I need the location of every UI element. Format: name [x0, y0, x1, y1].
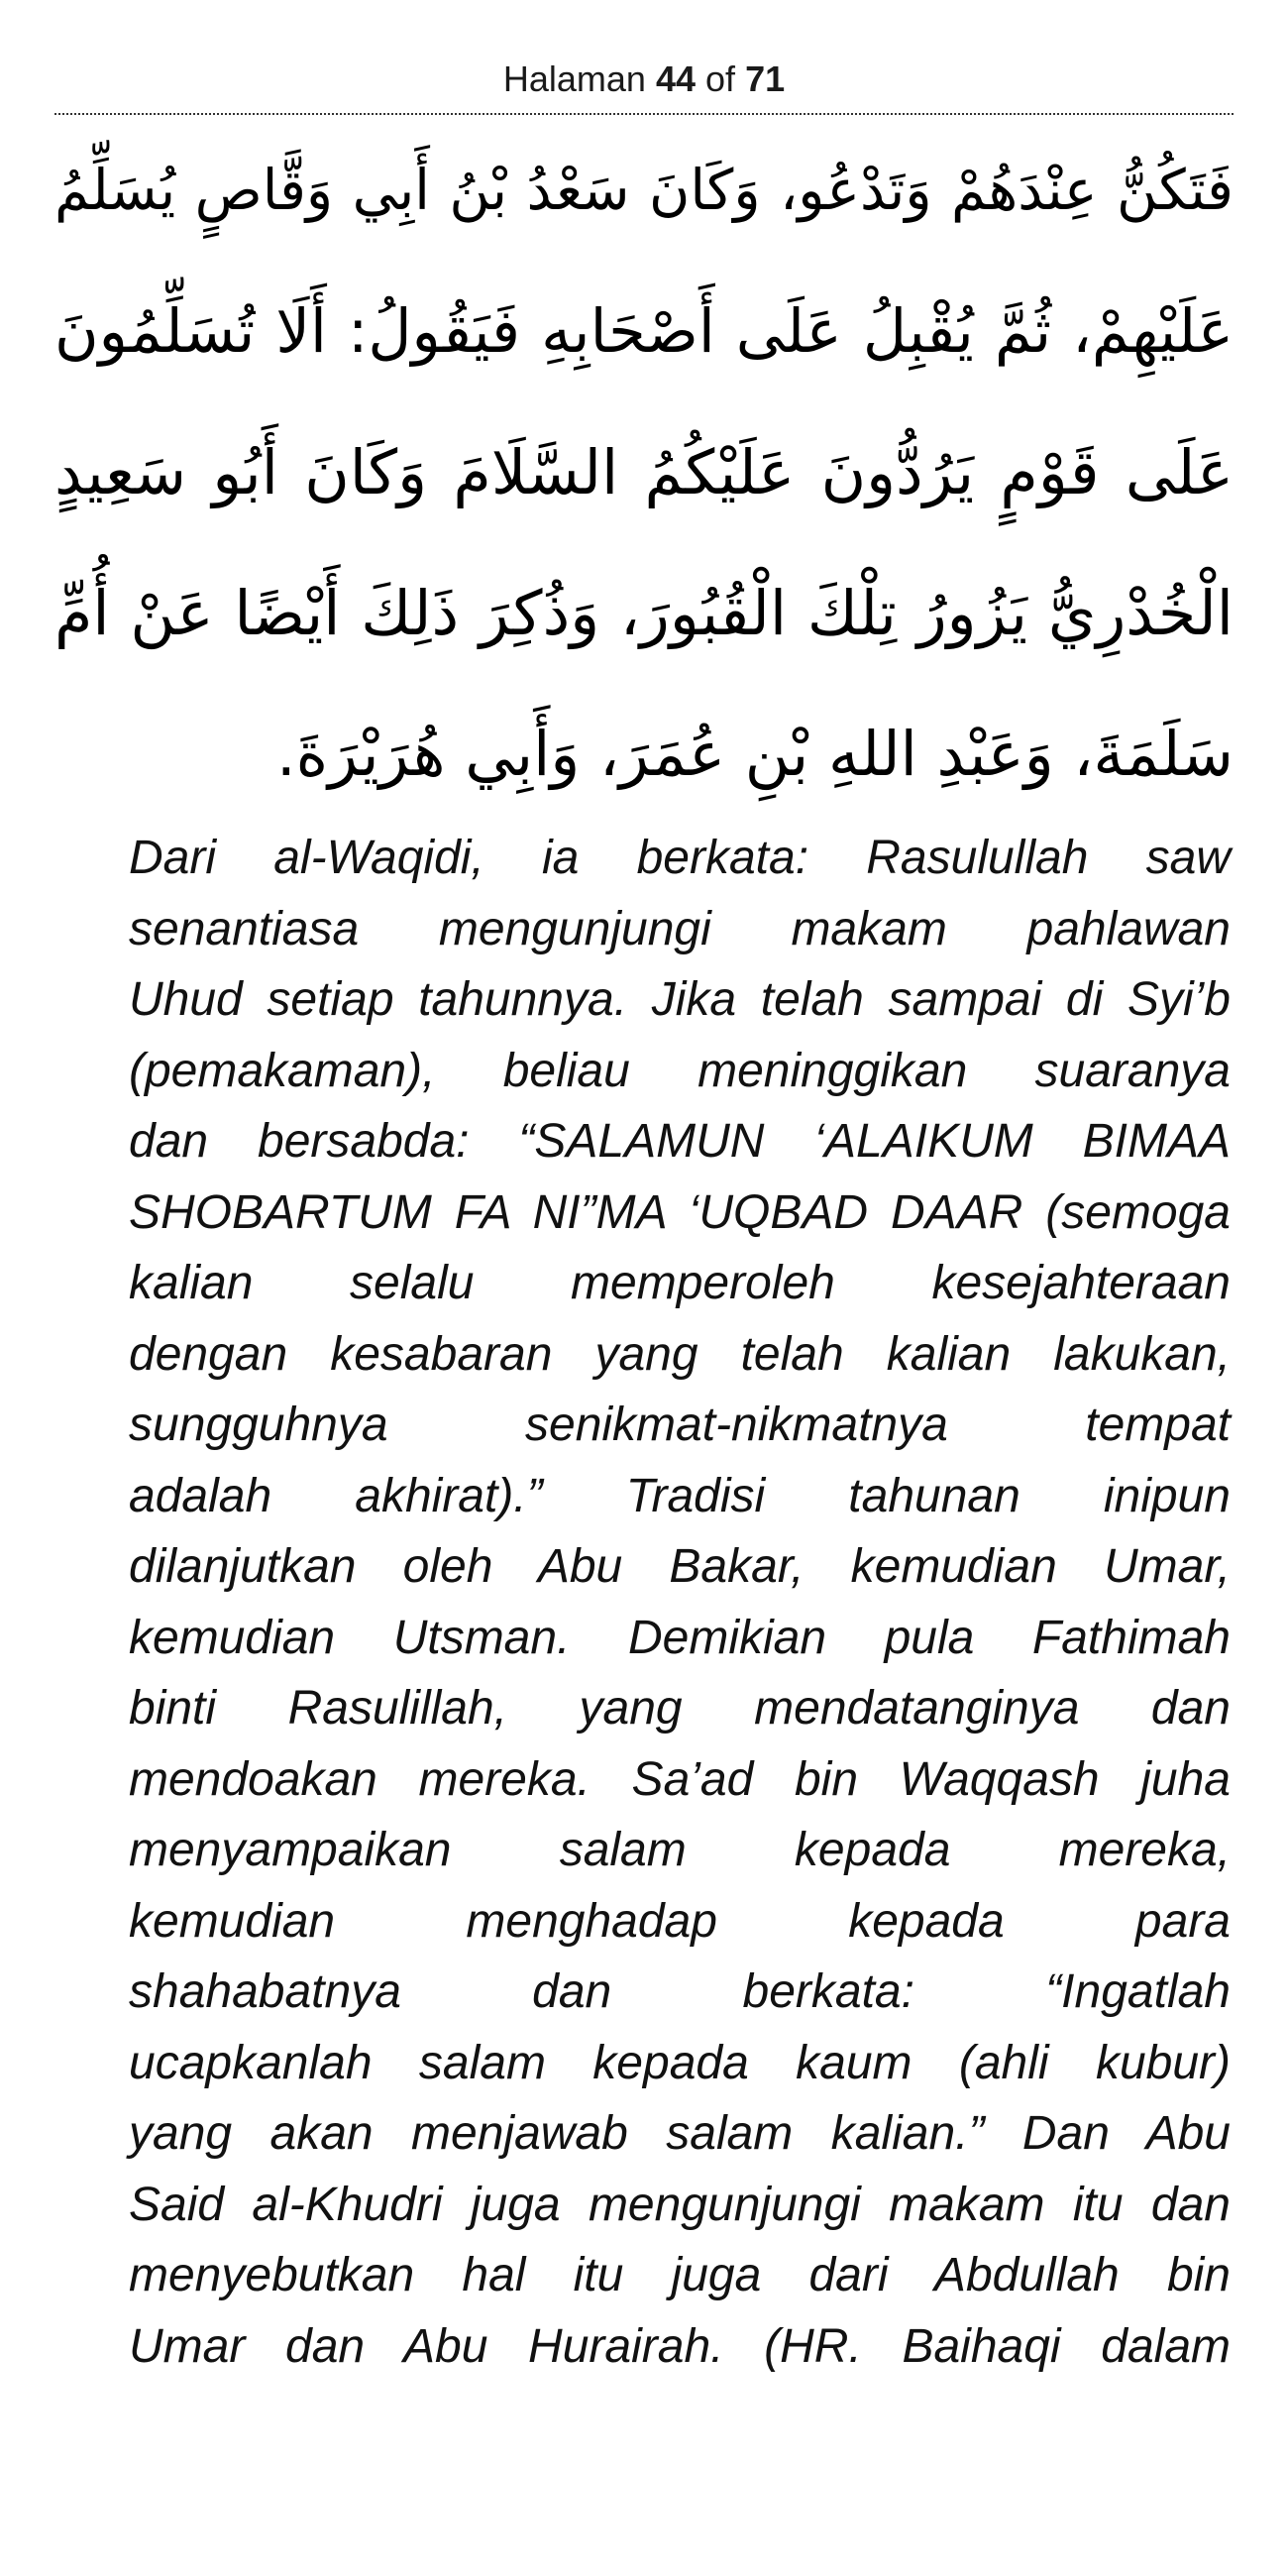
translation-line: Umar dan Abu Hurairah. (HR. Baihaqi dalam: [129, 2319, 1231, 2373]
translation-line: yang akan menjawab salam kalian.” Dan Abu: [129, 2107, 1231, 2160]
translation-line: SHOBARTUM FA NI”MA ‘UQBAD DAAR (semoga: [129, 1185, 1231, 1239]
current-page-number: 44: [655, 58, 697, 99]
translation-line: (pemakaman), beliau meninggikan suaranya: [129, 1044, 1231, 1097]
translation-line: shahabatnya dan berkata: “Ingatlah: [129, 1965, 1231, 2018]
page-label: Halaman: [502, 58, 646, 99]
translation-line: menyebutkan hal itu juga dari Abdullah bin: [129, 2249, 1231, 2301]
translation-line: dengan kesabaran yang telah kalian lakukan,: [129, 1327, 1231, 1381]
translation-line: mendoakan mereka. Sa’ad bin Waqqash juha: [129, 1752, 1231, 1806]
translation-line: adalah akhirat).” Tradisi tahunan inipun: [129, 1469, 1231, 1522]
translation-line: dan bersabda: “SALAMUN ‘ALAIKUM BIMAA: [129, 1115, 1231, 1168]
arabic-line: عَلَى قَوْمٍ يَرُدُّونَ عَلَيْكُمُ السَّلَامَ وَكَانَ أَبُو سَعِيدٍ: [54, 436, 1234, 508]
translation-line: kemudian menghadap kepada para: [129, 1894, 1231, 1948]
translation-line: Dari al-Waqidi, ia berkata: Rasulullah saw: [129, 832, 1231, 884]
translation-line: menyampaikan salam kepada mereka,: [129, 1824, 1231, 1876]
translation-line: sungguhnya senikmat-nikmatnya tempat: [129, 1399, 1231, 1451]
translation-line: kalian selalu memperoleh kesejahteraan: [129, 1257, 1231, 1309]
total-pages-number: 71: [745, 58, 786, 99]
translation-line: kemudian Utsman. Demikian pula Fathimah: [129, 1611, 1231, 1664]
page-of-label: of: [705, 58, 736, 99]
header-divider: [54, 113, 1234, 115]
arabic-line: سَلَمَةَ، وَعَبْدِ اللهِ بْنِ عُمَرَ، وَأَبِي هُرَيْرَةَ.: [275, 718, 1234, 790]
translation-line: Uhud setiap tahunnya. Jika telah sampai di Syi’b: [129, 973, 1231, 1026]
arabic-line: عَلَيْهِمْ، ثُمَّ يُقْبِلُ عَلَى أَصْحَابِهِ فَيَقُولُ: أَلَا تُسَلِّمُونَ: [54, 297, 1234, 367]
translation-line: Said al-Khudri juga mengunjungi makam itu dan: [129, 2178, 1231, 2231]
translation-line: senantiasa mengunjungi makam pahlawan: [129, 902, 1231, 955]
translation-line: dilanjutkan oleh Abu Bakar, kemudian Umar,: [129, 1540, 1231, 1593]
arabic-text-block: [54, 121, 1234, 825]
translation-line: ucapkanlah salam kepada kaum (ahli kubur): [129, 2036, 1231, 2089]
arabic-line: فَتَكُنُّ عِنْدَهُمْ وَتَدْعُو، وَكَانَ سَعْدُ بْنُ أَبِي وَقَّاصٍ يُسَلِّمُ: [54, 159, 1234, 223]
translation-paragraph: [129, 823, 1231, 2382]
arabic-line: الْخُدْرِيُّ يَزُورُ تِلْكَ الْقُبُورَ، وَذُكِرَ ذَلِكَ أَيْضًا عَنْ أُمِّ: [54, 577, 1234, 649]
page-indicator: [54, 57, 1234, 101]
translation-line: binti Rasulillah, yang mendatanginya dan: [129, 1682, 1231, 1735]
